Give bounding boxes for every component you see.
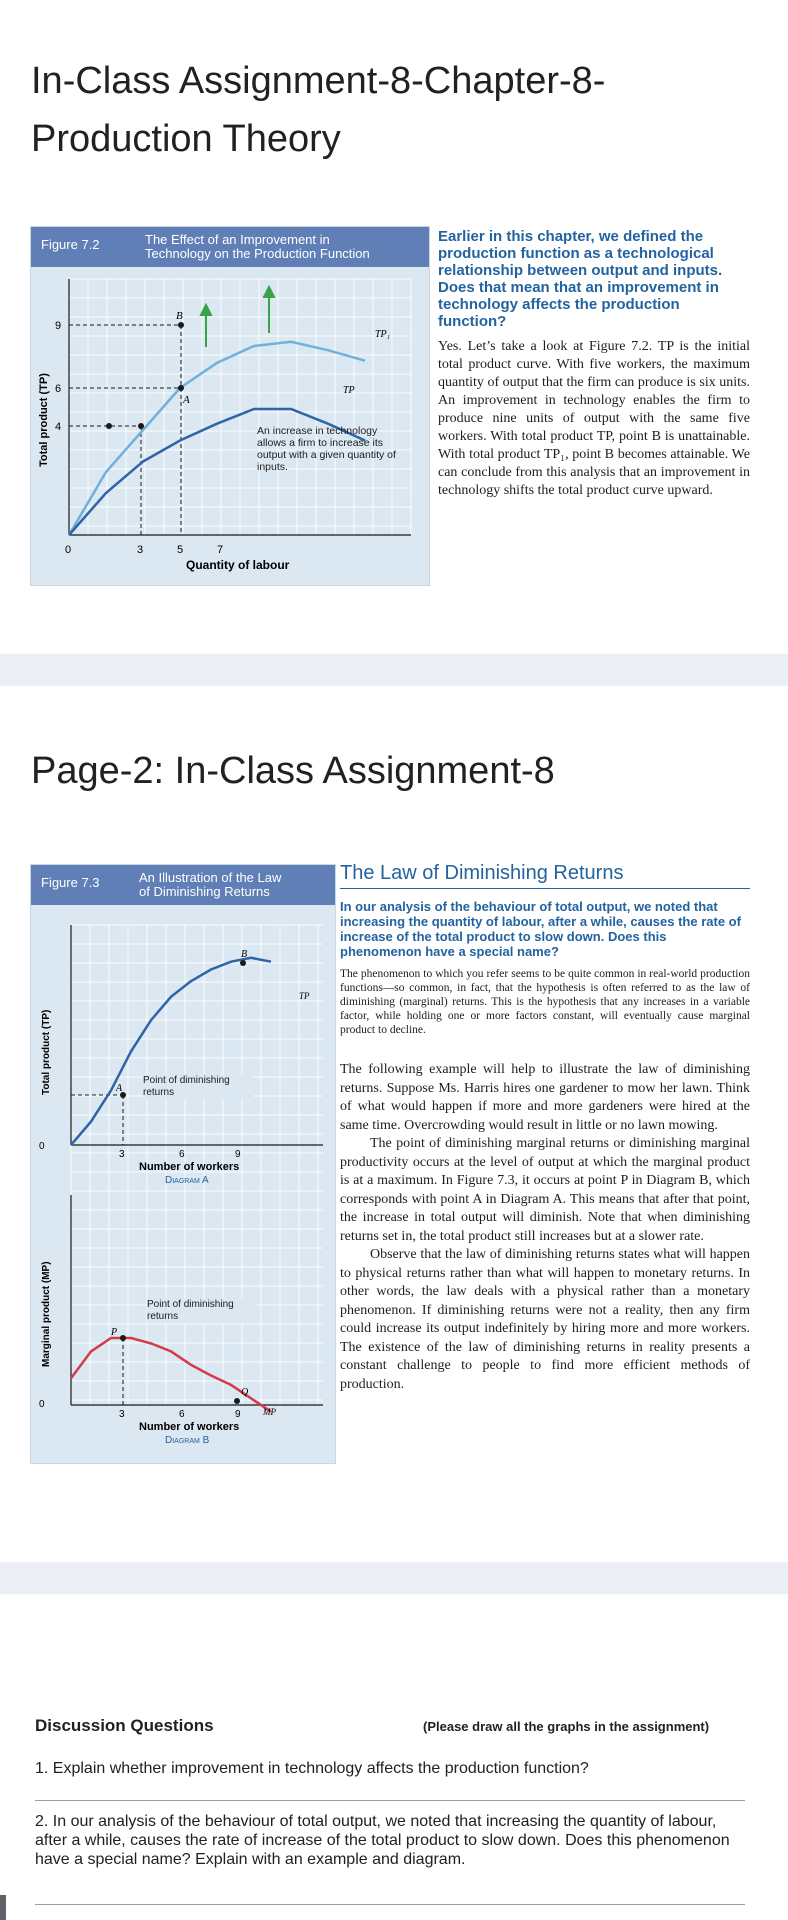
textbook-paragraph-2: The point of diminishing marginal returns or diminishing marginal productivity occurs at the level of output at which the marginal product is at a maximum. In Figure 7.3, it occurs at point P in Diagram B, which corresponds with point A in Diagram A. This means that after that point, the increase in total output will diminish. Note that when diminishing returns set in, the total product still increases but at a slower rate.	[340, 1136, 750, 1244]
textbook-question: In our analysis of the behaviour of total output, we noted that increasing the quantity of labour, after a while, causes the rate of increase of the total product to slow down. Does this phenomenon have a special name?	[340, 899, 741, 959]
discussion-note: (Please draw all the graphs in the assignment)	[423, 1719, 710, 1734]
y-tick: 9	[55, 320, 62, 332]
point-p-marker	[120, 1335, 126, 1341]
answer-line	[35, 1904, 745, 1905]
figure-7-2-header	[31, 227, 430, 267]
series-line-tp	[71, 958, 271, 1145]
point-b-label: B	[241, 949, 248, 960]
point-a-label: A	[183, 394, 190, 406]
point-a-marker	[178, 385, 184, 391]
x-axis-label: Quantity of labour	[186, 558, 290, 572]
x-tick: 3	[119, 1149, 125, 1160]
page-title: In-Class Assignment-8-Chapter-8-Production Theory	[31, 60, 606, 160]
textbook-question: Earlier in this chapter, we defined the production function as a technological relationship between output and inputs. Does that mean that an improvement in technology affects the production function?	[438, 228, 723, 330]
x-tick: 6	[179, 1149, 185, 1160]
figure-7-2-panel	[30, 226, 430, 586]
y-axis-label-b: Marginal product (MP)	[41, 1261, 52, 1367]
grid	[69, 279, 411, 535]
figure-7-2-text	[438, 228, 750, 500]
figure-number: Figure 7.2	[41, 237, 100, 252]
zero-label: 0	[39, 1141, 45, 1152]
section-divider	[0, 654, 788, 686]
textbook-paragraph-3: Observe that the law of diminishing returns states what will happen to physical returns rather than what will happen to monetary returns. In other words, the law deals with a physical rather than a monetary phenomenon. If diminishing returns were not a reality, then any firm could increase its output indefinitely by hiring more and more workers. The existence of the law of diminishing returns in reality presents a constant challenge to people to find more efficient methods of production.	[340, 1247, 750, 1392]
figure-7-3-panel	[30, 864, 336, 1464]
y-tick: 4	[55, 421, 62, 433]
y-axis-label-a: Total product (TP)	[41, 1009, 52, 1095]
x-axis-label-b: Number of workers	[139, 1421, 240, 1433]
textbook-answer: Yes. Let’s take a look at Figure 7.2. TP is the initial total product curve. With five workers, the maximum quantity of output that the firm can produce is six units. An improvement in technology enables the firm to produce nine units of output with the same five workers. With total product TP, point B is unattainable. With total product TP₁, point B becomes attainable. We can conclude from this analysis that an improvement in technology shifts the total product curve upward.	[438, 339, 750, 498]
figure-caption: The Effect of an Improvement in Technology on the Production Function	[145, 232, 370, 261]
point-a-label: A	[116, 1083, 123, 1094]
figure-7-2-annotation: An increase in technology allows a firm to increase its output with a given quantity of inputs.	[257, 425, 396, 473]
edge-marker	[0, 1895, 6, 1920]
answer-line	[35, 1800, 745, 1801]
mp-label: MP	[263, 1407, 276, 1417]
point-b-marker	[178, 322, 184, 328]
x-tick: 7	[217, 544, 224, 556]
question-2: 2. In our analysis of the behaviour of total output, we noted that increasing the quantity of labour, after a while, causes the rate of increase of the total product to slow down. Does this phenomenon have a special name? Explain with an example and diagram.	[35, 1813, 730, 1868]
point-marker	[106, 423, 112, 429]
figure-7-3-header	[31, 865, 336, 905]
x-tick: 9	[235, 1409, 241, 1420]
series-line-mp	[71, 1338, 271, 1412]
point-marker	[138, 423, 144, 429]
annotation-a: Point of diminishing returns	[143, 1075, 253, 1099]
y-axis-label: Total product (TP)	[38, 373, 50, 467]
point-p-label: P	[111, 1327, 118, 1338]
x-tick: 5	[177, 544, 184, 556]
x-tick: 3	[137, 544, 144, 556]
point-q-marker	[234, 1398, 240, 1404]
y-tick: 6	[55, 383, 62, 395]
x-tick: 0	[65, 544, 72, 556]
x-tick: 3	[119, 1409, 125, 1420]
section-divider	[0, 1562, 788, 1594]
textbook-small-paragraph: The phenomenon to which you refer seems to be quite common in real-world production functions—so common, in fact, that the hypothesis is often referred to as the law of diminishing (marginal) returns. This is the hypothesis that any increases in a variable factor, while holding one or more factors constant, will eventually cause marginal product to decline.	[340, 968, 750, 1036]
point-b-label: B	[176, 310, 183, 322]
figure-caption: An Illustration of the Law of Diminishing Returns	[139, 870, 282, 899]
figure-7-3-chart	[31, 905, 336, 1464]
x-tick: 9	[235, 1149, 241, 1160]
point-q-label: Q	[241, 1387, 249, 1398]
discussion-heading: Discussion Questions	[35, 1716, 214, 1735]
x-axis-label-a: Number of workers	[139, 1161, 240, 1173]
zero-label: 0	[39, 1399, 45, 1410]
law-title: The Law of Diminishing Returns	[340, 862, 750, 889]
tp1-label: TP₁	[375, 329, 391, 340]
figure-7-3-text	[340, 862, 750, 1394]
x-tick: 6	[179, 1409, 185, 1420]
textbook-paragraph-1: The following example will help to illustrate the law of diminishing returns. Suppose Ms. Harris hires one gardener to mow her lawn. Think of what would happen if more and more gardeners were hired at the same time. Overcrowding would result in little or no lawn mowing.	[340, 1062, 750, 1133]
tp-label: TP	[299, 991, 310, 1001]
diagram-a-label: Diagram A	[165, 1175, 209, 1186]
figure-number: Figure 7.3	[41, 875, 100, 890]
tp-label: TP	[343, 385, 355, 396]
question-1: 1. Explain whether improvement in technology affects the production function?	[35, 1760, 589, 1777]
page-2-title: Page-2: In-Class Assignment-8	[31, 750, 555, 792]
diagram-b-label: Diagram B	[165, 1435, 210, 1446]
annotation-b: Point of diminishing returns	[147, 1299, 257, 1323]
point-b-marker	[240, 960, 246, 966]
